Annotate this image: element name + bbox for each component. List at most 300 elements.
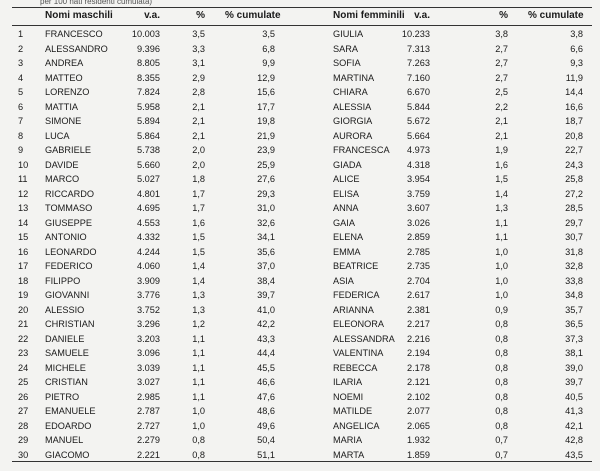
female-cum-cell: 40,5 (565, 391, 583, 402)
table-row (0, 433, 600, 448)
female-name-cell: GAIA (333, 217, 355, 228)
female-name-cell: ALESSIA (333, 101, 372, 112)
male-va-cell: 4.695 (137, 203, 160, 213)
female-va-cell: 2.065 (407, 420, 430, 431)
male-name-cell: DANIELE (45, 333, 85, 344)
male-va-cell: 3.203 (137, 333, 160, 344)
male-pct-cell: 0,8 (192, 435, 205, 445)
female-pct-cell: 0,8 (495, 333, 508, 344)
table-row (0, 27, 600, 42)
rank-cell: 18 (18, 275, 29, 286)
table-row (0, 85, 600, 100)
male-va-cell: 2.279 (137, 435, 160, 445)
male-name-cell: MARCO (45, 174, 80, 184)
female-cum-cell: 41,3 (565, 406, 583, 416)
male-cum-cell: 43,3 (257, 333, 275, 344)
male-cum-cell: 15,6 (257, 87, 275, 97)
female-cum-cell: 27,2 (565, 188, 583, 199)
female-name-cell: ELENA (333, 232, 364, 242)
female-cum-cell: 34,8 (565, 290, 583, 300)
male-cum-cell: 39,7 (257, 290, 275, 300)
female-pct-cell: 0,9 (495, 304, 508, 315)
male-va-cell: 5.027 (137, 174, 160, 184)
female-cum-cell: 24,3 (565, 159, 583, 170)
male-name-cell: RICCARDO (45, 188, 95, 199)
male-pct-cell: 2,0 (192, 159, 205, 170)
header-rule (12, 25, 592, 26)
male-name-cell: GIOVANNI (45, 290, 90, 300)
male-va-cell: 3.776 (137, 290, 160, 300)
female-cum-cell: 3,8 (570, 29, 583, 39)
female-name-cell: GIULIA (333, 29, 364, 39)
table-row (0, 390, 600, 405)
male-cum-cell: 12,9 (257, 72, 275, 83)
male-pct-cell: 1,4 (192, 261, 205, 271)
cut-header-fragment: per 100 nati residenti cumulata) (40, 0, 153, 6)
rank-cell: 4 (18, 72, 24, 83)
female-va-cell: 2.216 (407, 333, 430, 344)
female-va-cell: 2.617 (407, 290, 430, 300)
table-row (0, 375, 600, 390)
rank-cell: 9 (18, 145, 24, 155)
female-name-cell: ANGELICA (333, 420, 380, 431)
female-va-cell: 2.735 (407, 261, 430, 271)
female-pct-cell: 0,8 (495, 319, 508, 329)
female-cum-cell: 20,8 (565, 130, 583, 141)
female-name-cell: ARIANNA (333, 304, 374, 315)
female-name-cell: GIORGIA (333, 116, 373, 126)
male-va-cell: 9.396 (137, 43, 160, 54)
female-pct-cell: 1,1 (495, 232, 508, 242)
female-cum-cell: 39,0 (565, 362, 583, 373)
female-va-cell: 2.194 (407, 348, 430, 358)
male-va-cell: 4.553 (137, 217, 160, 228)
table-header (0, 9, 600, 24)
rank-cell: 10 (18, 159, 29, 170)
female-pct-cell: 1,6 (495, 159, 508, 170)
male-va-cell: 8.805 (137, 58, 160, 68)
male-name-cell: MATTIA (45, 101, 79, 112)
female-name-cell: FRANCESCA (333, 145, 390, 155)
male-name-cell: ANDREA (45, 58, 84, 68)
female-pct-cell: 2,5 (495, 87, 508, 97)
male-pct-cell: 3,5 (192, 29, 205, 39)
table-row (0, 114, 600, 129)
male-pct-cell: 1,3 (192, 290, 205, 300)
female-cum-cell: 43,5 (565, 449, 583, 460)
male-va-cell: 3.909 (137, 275, 160, 286)
male-cum-cell: 9,9 (262, 58, 275, 68)
female-va-cell: 5.672 (407, 116, 430, 126)
male-name-cell: LEONARDO (45, 246, 97, 257)
bottom-rule (12, 461, 592, 462)
male-pct-cell: 1,0 (192, 420, 205, 431)
rank-cell: 19 (18, 290, 29, 300)
female-pct-cell: 0,8 (495, 406, 508, 416)
female-va-header: v.a. (414, 10, 430, 21)
male-pct-cell: 0,8 (192, 449, 205, 460)
female-cum-header: % cumulate (528, 10, 584, 21)
table-row (0, 100, 600, 115)
male-va-cell: 5.660 (137, 159, 160, 170)
top-rule (12, 7, 592, 8)
female-cum-cell: 37,3 (565, 333, 583, 344)
female-va-cell: 6.670 (407, 87, 430, 97)
male-name-cell: ANTONIO (45, 232, 87, 242)
male-name-cell: GIUSEPPE (45, 217, 92, 228)
male-pct-cell: 1,8 (192, 174, 205, 184)
female-pct-cell: 1,9 (495, 145, 508, 155)
rank-cell: 25 (18, 377, 29, 387)
female-name-cell: REBECCA (333, 362, 378, 373)
male-pct-cell: 1,5 (192, 232, 205, 242)
female-cum-cell: 14,4 (565, 87, 583, 97)
male-pct-cell: 1,0 (192, 406, 205, 416)
table-row (0, 172, 600, 187)
female-cum-cell: 42,1 (565, 420, 583, 431)
female-name-cell: EMMA (333, 246, 361, 257)
female-cum-cell: 22,7 (565, 145, 583, 155)
rank-cell: 24 (18, 362, 29, 373)
female-va-cell: 5.844 (407, 101, 430, 112)
male-name-cell: GIACOMO (45, 449, 90, 460)
rank-cell: 26 (18, 391, 29, 402)
female-va-cell: 1.859 (407, 449, 430, 460)
male-name-cell: GABRIELE (45, 145, 91, 155)
female-pct-cell: 1,3 (495, 203, 508, 213)
male-va-cell: 3.039 (137, 362, 160, 373)
male-names-header: Nomi maschili (45, 10, 113, 21)
female-va-cell: 10.233 (401, 29, 430, 39)
male-name-cell: SAMUELE (45, 348, 89, 358)
rank-cell: 1 (18, 29, 24, 39)
male-va-cell: 4.332 (137, 232, 160, 242)
rank-cell: 11 (18, 174, 28, 184)
female-cum-cell: 16,6 (565, 101, 583, 112)
male-cum-cell: 34,1 (257, 232, 275, 242)
male-cum-cell: 38,4 (257, 275, 275, 286)
male-pct-cell: 1,6 (192, 217, 205, 228)
table-row (0, 288, 600, 303)
female-cum-cell: 25,8 (565, 174, 583, 184)
male-va-cell: 4.060 (137, 261, 160, 271)
female-va-cell: 2.704 (407, 275, 430, 286)
female-name-cell: MARTA (333, 449, 365, 460)
table-row (0, 448, 600, 463)
female-va-cell: 2.381 (407, 304, 430, 315)
male-va-cell: 3.096 (137, 348, 160, 358)
male-pct-cell: 2,0 (192, 145, 205, 155)
male-name-cell: EDOARDO (45, 420, 92, 431)
male-pct-cell: 1,1 (192, 348, 205, 358)
male-va-cell: 2.985 (137, 391, 160, 402)
male-pct-cell: 1,7 (192, 203, 205, 213)
female-va-cell: 3.954 (407, 174, 430, 184)
male-name-cell: DAVIDE (45, 159, 79, 170)
male-pct-cell: 1,2 (192, 319, 205, 329)
male-va-cell: 2.787 (137, 406, 160, 416)
female-pct-cell: 2,1 (495, 130, 508, 141)
female-names-header: Nomi femminili (333, 10, 405, 21)
male-pct-cell: 2,1 (192, 130, 205, 141)
rank-cell: 21 (18, 319, 29, 329)
male-cum-cell: 44,4 (257, 348, 275, 358)
male-name-cell: MICHELE (45, 362, 86, 373)
male-name-cell: MANUEL (45, 435, 84, 445)
female-va-cell: 2.217 (407, 319, 430, 329)
table-row (0, 71, 600, 86)
male-name-cell: SIMONE (45, 116, 82, 126)
male-va-cell: 4.244 (137, 246, 160, 257)
male-pct-cell: 3,3 (192, 43, 205, 54)
rank-cell: 28 (18, 420, 29, 431)
rank-cell: 8 (18, 130, 24, 141)
male-va-cell: 5.738 (137, 145, 160, 155)
rank-cell: 2 (18, 43, 24, 54)
table-row (0, 42, 600, 57)
female-name-cell: ANNA (333, 203, 359, 213)
rank-cell: 12 (18, 188, 29, 199)
female-va-cell: 2.785 (407, 246, 430, 257)
female-name-cell: ALICE (333, 174, 360, 184)
table-row (0, 361, 600, 376)
male-cum-cell: 3,5 (262, 29, 275, 39)
table-row (0, 56, 600, 71)
rank-cell: 5 (18, 87, 24, 97)
male-pct-cell: 3,1 (192, 58, 205, 68)
male-cum-cell: 49,6 (257, 420, 275, 431)
male-cum-cell: 23,9 (257, 145, 275, 155)
male-va-cell: 5.958 (137, 101, 160, 112)
male-cum-cell: 17,7 (257, 101, 275, 112)
male-name-cell: FRANCESCO (45, 29, 103, 39)
male-pct-cell: 2,9 (192, 72, 205, 83)
female-va-cell: 3.607 (407, 203, 430, 213)
male-va-cell: 5.894 (137, 116, 160, 126)
female-pct-cell: 2,2 (495, 101, 508, 112)
female-pct-cell: 1,0 (495, 261, 508, 271)
male-name-cell: CHRISTIAN (45, 319, 95, 329)
male-cum-cell: 32,6 (257, 217, 275, 228)
male-pct-header: % (196, 10, 205, 21)
female-pct-cell: 2,7 (495, 43, 508, 54)
male-cum-cell: 25,9 (257, 159, 275, 170)
female-name-cell: SARA (333, 43, 359, 54)
female-pct-cell: 2,7 (495, 72, 508, 83)
female-pct-cell: 0,8 (495, 377, 508, 387)
female-va-cell: 7.263 (407, 58, 430, 68)
male-cum-header: % cumulate (225, 10, 281, 21)
table-row (0, 201, 600, 216)
male-cum-cell: 51,1 (257, 449, 275, 460)
female-va-cell: 4.318 (407, 159, 430, 170)
male-pct-cell: 1,7 (192, 188, 205, 199)
female-cum-cell: 29,7 (565, 217, 583, 228)
female-cum-cell: 18,7 (565, 116, 583, 126)
rank-cell: 22 (18, 333, 29, 344)
female-cum-cell: 36,5 (565, 319, 583, 329)
female-va-cell: 3.026 (407, 217, 430, 228)
male-cum-cell: 48,6 (257, 406, 275, 416)
female-va-cell: 3.759 (407, 188, 430, 199)
rank-cell: 30 (18, 449, 29, 460)
male-name-cell: EMANUELE (45, 406, 96, 416)
female-cum-cell: 11,9 (565, 72, 583, 83)
male-va-cell: 10.003 (131, 29, 160, 39)
female-pct-cell: 3,8 (495, 29, 508, 39)
rank-cell: 17 (18, 261, 29, 271)
table-row (0, 346, 600, 361)
female-name-cell: GIADA (333, 159, 362, 170)
female-name-cell: ASIA (333, 275, 354, 286)
female-cum-cell: 6,6 (570, 43, 583, 54)
female-pct-cell: 0,7 (495, 449, 508, 460)
table-row (0, 332, 600, 347)
female-pct-header: % (499, 10, 508, 21)
male-name-cell: FILIPPO (45, 275, 81, 286)
female-name-cell: SOFIA (333, 58, 361, 68)
rank-cell: 6 (18, 101, 24, 112)
rank-cell: 29 (18, 435, 29, 445)
female-va-cell: 1.932 (407, 435, 430, 445)
male-cum-cell: 21,9 (257, 130, 275, 141)
male-name-cell: LORENZO (45, 87, 90, 97)
female-name-cell: ELISA (333, 188, 360, 199)
male-va-header: v.a. (144, 10, 160, 21)
male-name-cell: CRISTIAN (45, 377, 88, 387)
female-cum-cell: 28,5 (565, 203, 583, 213)
female-va-cell: 2.077 (407, 406, 430, 416)
table-row (0, 158, 600, 173)
female-pct-cell: 0,8 (495, 362, 508, 373)
male-va-cell: 2.221 (137, 449, 160, 460)
female-va-cell: 2.102 (407, 391, 430, 402)
male-cum-cell: 45,5 (257, 362, 275, 373)
female-name-cell: MARTINA (333, 72, 375, 83)
female-name-cell: MATILDE (333, 406, 373, 416)
female-va-cell: 7.313 (407, 43, 430, 54)
female-va-cell: 2.859 (407, 232, 430, 242)
rank-cell: 27 (18, 406, 29, 416)
table-row (0, 230, 600, 245)
table-row (0, 259, 600, 274)
female-cum-cell: 31,8 (565, 246, 583, 257)
male-pct-cell: 1,1 (192, 377, 205, 387)
table-row (0, 303, 600, 318)
male-va-cell: 4.801 (137, 188, 160, 199)
table-row (0, 245, 600, 260)
male-pct-cell: 1,4 (192, 275, 205, 286)
male-name-cell: ALESSIO (45, 304, 85, 315)
female-cum-cell: 9,3 (570, 58, 583, 68)
female-name-cell: NOEMI (333, 391, 364, 402)
male-cum-cell: 37,0 (257, 261, 275, 271)
rank-cell: 15 (18, 232, 29, 242)
female-cum-cell: 38,1 (565, 348, 583, 358)
male-name-cell: ALESSANDRO (45, 43, 108, 54)
male-name-cell: MATTEO (45, 72, 83, 83)
rank-cell: 16 (18, 246, 29, 257)
rank-cell: 20 (18, 304, 29, 315)
male-va-cell: 3.752 (137, 304, 160, 315)
female-name-cell: FEDERICA (333, 290, 380, 300)
male-cum-cell: 29,3 (257, 188, 275, 199)
table-row (0, 419, 600, 434)
female-pct-cell: 1,0 (495, 246, 508, 257)
female-va-cell: 2.178 (407, 362, 430, 373)
male-cum-cell: 19,8 (257, 116, 275, 126)
female-name-cell: VALENTINA (333, 348, 384, 358)
male-cum-cell: 41,0 (257, 304, 275, 315)
female-cum-cell: 39,7 (565, 377, 583, 387)
rank-cell: 13 (18, 203, 29, 213)
table-row (0, 187, 600, 202)
female-pct-cell: 2,7 (495, 58, 508, 68)
female-cum-cell: 33,8 (565, 275, 583, 286)
female-pct-cell: 1,1 (495, 217, 508, 228)
table-row (0, 129, 600, 144)
table-row (0, 404, 600, 419)
male-cum-cell: 47,6 (257, 391, 275, 402)
female-name-cell: MARIA (333, 435, 363, 445)
male-pct-cell: 2,1 (192, 101, 205, 112)
female-name-cell: CHIARA (333, 87, 368, 97)
table-row (0, 317, 600, 332)
male-cum-cell: 35,6 (257, 246, 275, 257)
male-name-cell: FEDERICO (45, 261, 93, 271)
male-pct-cell: 1,1 (192, 391, 205, 402)
male-pct-cell: 1,3 (192, 304, 205, 315)
female-cum-cell: 35,7 (565, 304, 583, 315)
male-pct-cell: 1,5 (192, 246, 205, 257)
male-pct-cell: 2,1 (192, 116, 205, 126)
female-va-cell: 4.973 (407, 145, 430, 155)
rank-cell: 3 (18, 58, 24, 68)
male-cum-cell: 31,0 (257, 203, 275, 213)
female-pct-cell: 1,4 (495, 188, 508, 199)
male-cum-cell: 50,4 (257, 435, 275, 445)
female-va-cell: 7.160 (407, 72, 430, 83)
table-row (0, 143, 600, 158)
male-name-cell: PIETRO (45, 391, 80, 402)
rank-cell: 14 (18, 217, 29, 228)
male-cum-cell: 27,6 (257, 174, 275, 184)
female-cum-cell: 32,8 (565, 261, 583, 271)
male-va-cell: 2.727 (137, 420, 160, 431)
female-cum-cell: 30,7 (565, 232, 583, 242)
male-name-cell: LUCA (45, 130, 70, 141)
male-va-cell: 8.355 (137, 72, 160, 83)
female-pct-cell: 2,1 (495, 116, 508, 126)
female-name-cell: ELEONORA (333, 319, 385, 329)
female-va-cell: 5.664 (407, 130, 430, 141)
male-va-cell: 5.864 (137, 130, 160, 141)
female-name-cell: AURORA (333, 130, 373, 141)
male-cum-cell: 42,2 (257, 319, 275, 329)
female-pct-cell: 0,8 (495, 391, 508, 402)
male-va-cell: 3.027 (137, 377, 160, 387)
male-cum-cell: 6,8 (262, 43, 275, 54)
rank-cell: 23 (18, 348, 29, 358)
female-pct-cell: 1,0 (495, 275, 508, 286)
female-name-cell: BEATRICE (333, 261, 379, 271)
female-pct-cell: 0,8 (495, 420, 508, 431)
female-pct-cell: 1,5 (495, 174, 508, 184)
female-name-cell: ILARIA (333, 377, 363, 387)
male-pct-cell: 2,8 (192, 87, 205, 97)
male-va-cell: 3.296 (137, 319, 160, 329)
male-pct-cell: 1,1 (192, 333, 205, 344)
